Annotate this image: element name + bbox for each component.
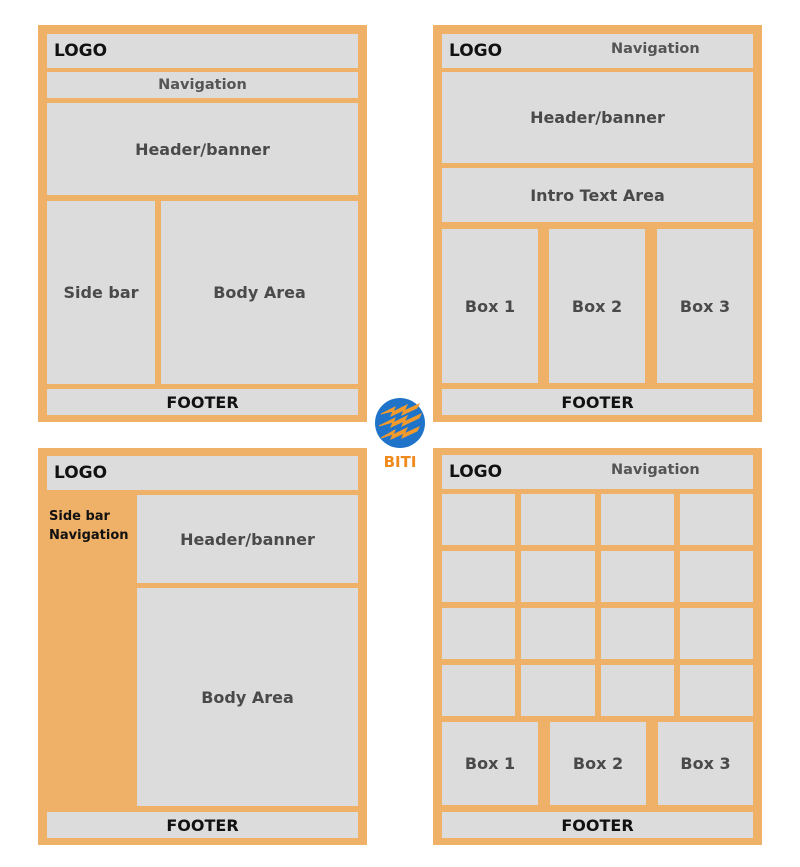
layout-3-sidebar-label: Side bar: [49, 509, 110, 524]
layout-4-grid-cell: [680, 551, 753, 602]
layout-4-box-3: Box 3: [658, 722, 753, 805]
layout-2-box-2: Box 2: [549, 229, 645, 383]
layout-1-footer: FOOTER: [47, 389, 358, 415]
layout-4-grid-cell: [442, 665, 515, 716]
layout-1-sidebar: Side bar: [47, 201, 155, 384]
layout-4-grid-cell: [680, 494, 753, 545]
layout-4-grid-cell: [601, 665, 674, 716]
layout-4-grid-cell: [442, 494, 515, 545]
biti-logo: [373, 398, 427, 470]
layout-1-navigation: Navigation: [47, 72, 358, 98]
layout-4-logo: LOGO: [442, 455, 753, 489]
layout-2-footer: FOOTER: [442, 389, 753, 415]
biti-logo-text: BITI: [383, 453, 417, 470]
layout-4-grid-cell: [442, 608, 515, 659]
layout-4-grid-cell: [601, 494, 674, 545]
layout-4-footer: FOOTER: [442, 812, 753, 838]
layout-4-grid-cell: [521, 608, 594, 659]
layout-2-header-banner: Header/banner: [442, 72, 753, 163]
layout-4-grid-cell: [680, 608, 753, 659]
layout-4-navigation: Navigation: [611, 462, 700, 478]
layout-2-box-1: Box 1: [442, 229, 538, 383]
layout-4-grid-cell: [680, 665, 753, 716]
layout-4-grid-cell: [601, 551, 674, 602]
layout-2-navigation: Navigation: [611, 41, 700, 57]
layout-1-logo: LOGO: [47, 34, 358, 68]
layout-1-header-banner: Header/banner: [47, 103, 358, 195]
layout-4-box-1: Box 1: [442, 722, 538, 805]
layout-2-panel: [433, 25, 762, 422]
layout-4-grid-cell: [521, 494, 594, 545]
layout-1-panel: [38, 25, 367, 422]
layout-2-box-3: Box 3: [657, 229, 753, 383]
layout-2-logo: LOGO: [442, 34, 753, 68]
layout-4-grid-cell: [442, 551, 515, 602]
layout-4-grid-cell: [601, 608, 674, 659]
layout-4-panel: [433, 448, 762, 845]
layout-4-box-2: Box 2: [550, 722, 646, 805]
layout-3-header-banner: Header/banner: [137, 495, 358, 583]
layout-3-logo: LOGO: [47, 456, 358, 490]
layout-4-grid-cell: [521, 551, 594, 602]
layout-3-navigation-label: Navigation: [49, 528, 129, 543]
layout-2-intro-text-area: Intro Text Area: [442, 168, 753, 222]
layout-1-body-area: Body Area: [161, 201, 358, 384]
layout-3-sidebar-navigation: [49, 507, 129, 545]
layout-3-body-area: Body Area: [137, 588, 358, 806]
layout-3-footer: FOOTER: [47, 812, 358, 838]
layout-3-panel: [38, 448, 367, 845]
layout-4-grid-cell: [521, 665, 594, 716]
